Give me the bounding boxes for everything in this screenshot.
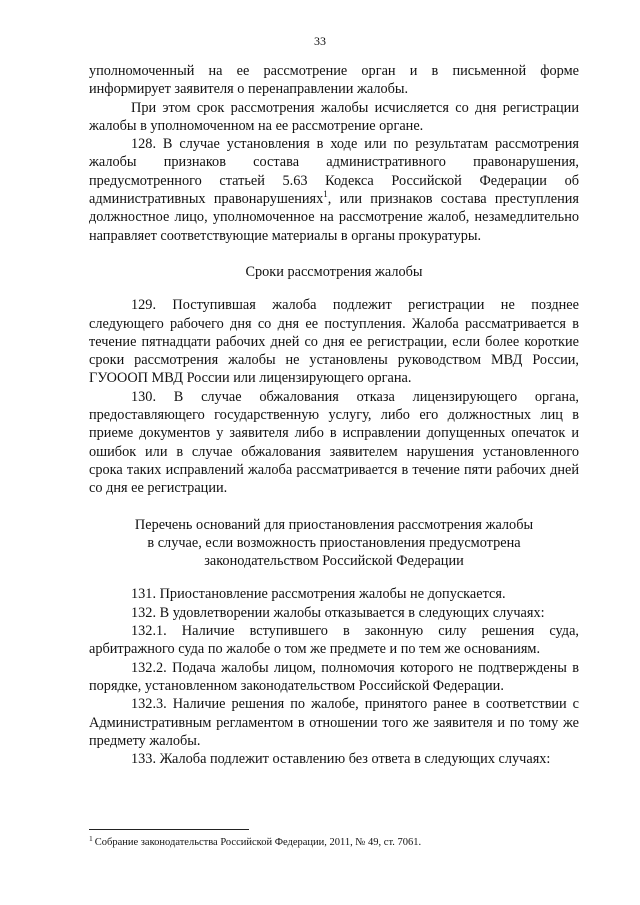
footnote bbox=[89, 833, 579, 849]
paragraph-132-1: 132.1. Наличие вступившего в законную силу решения суда, арбитражного суда по жалобе о том же предмете и по тем же основаниям. bbox=[89, 623, 579, 658]
paragraph-129: 129. Поступившая жалоба подлежит регистрации не позднее следующего рабочего дня со дня ее поступления. Жалоба рассматривается в течение пятнадцати рабочих дней со дня ее регистрации, если более короткие сроки рассмотрения жалобы не установлены руководством МВД России, ГУОООП МВД России или лицензирующего органа. bbox=[89, 297, 579, 387]
section-heading-suspension-line3: законодательством Российской Федерации bbox=[204, 553, 464, 570]
paragraph-132-2: 132.2. Подача жалобы лицом, полномочия которого не подтверждены в порядке, установленном законодательством Российской Федерации. bbox=[89, 659, 579, 694]
section-heading-suspension-line1: Перечень оснований для приостановления рассмотрения жалобы bbox=[134, 516, 534, 533]
footnote-text: Собрание законодательства Российской Федерации, 2011, № 49, ст. 7061. bbox=[94, 837, 422, 848]
paragraph-131: 131. Приостановление рассмотрения жалобы не допускается. bbox=[131, 586, 506, 603]
body-text bbox=[89, 62, 579, 768]
footnote-reference: 1 bbox=[323, 189, 328, 200]
section-heading-suspension-line2: в случае, если возможность приостановления предусмотрена bbox=[147, 534, 521, 551]
section-heading-deadlines: Сроки рассмотрения жалобы bbox=[245, 263, 423, 280]
paragraph-128-part1: 128. В случае установления в ходе или по результатам рассмотрения жалобы признаков состава административного правонарушения, предусмотренного статьей 5.63 Кодекса Российской Федерации об административных правонарушениях bbox=[89, 136, 579, 208]
paragraph-continuation: уполномоченный на ее рассмотрение орган и в письменной форме информирует заявителя о перенаправлении жалобы. bbox=[89, 63, 579, 98]
paragraph-133: 133. Жалоба подлежит оставлению без ответа в следующих случаях: bbox=[131, 751, 551, 768]
paragraph-132: 132. В удовлетворении жалобы отказывается в следующих случаях: bbox=[131, 604, 545, 621]
paragraph-130: 130. В случае обжалования отказа лицензирующего органа, предоставляющего государственную услугу, либо его должностных лиц в приеме документов у заявителя либо в исправлении допущенных опечаток и ошибок или в случае обжалования заявителем нарушения установленного срока таких исправлений жалоба рассматривается в течение пяти рабочих дней со дня ее регистрации. bbox=[89, 388, 579, 497]
footnote-mark: 1 bbox=[89, 833, 93, 843]
paragraph-132-3: 132.3. Наличие решения по жалобе, принятого ранее в соответствии с Административным регламентом в отношении того же заявителя и по тому же предмету жалобы. bbox=[89, 696, 579, 749]
paragraph-deadline-note: При этом срок рассмотрения жалобы исчисляется со дня регистрации жалобы в уполномоченном на ее рассмотрение органе. bbox=[89, 99, 579, 134]
paragraph-128-part2: , или признаков состава преступления должностное лицо, уполномоченное на рассмотрение жалоб, незамедлительно направляет соответствующие материалы в органы прокуратуры. bbox=[89, 191, 579, 244]
page-number: 33 bbox=[314, 34, 326, 48]
paragraph-128 bbox=[89, 135, 579, 245]
footnote-divider bbox=[89, 829, 249, 830]
